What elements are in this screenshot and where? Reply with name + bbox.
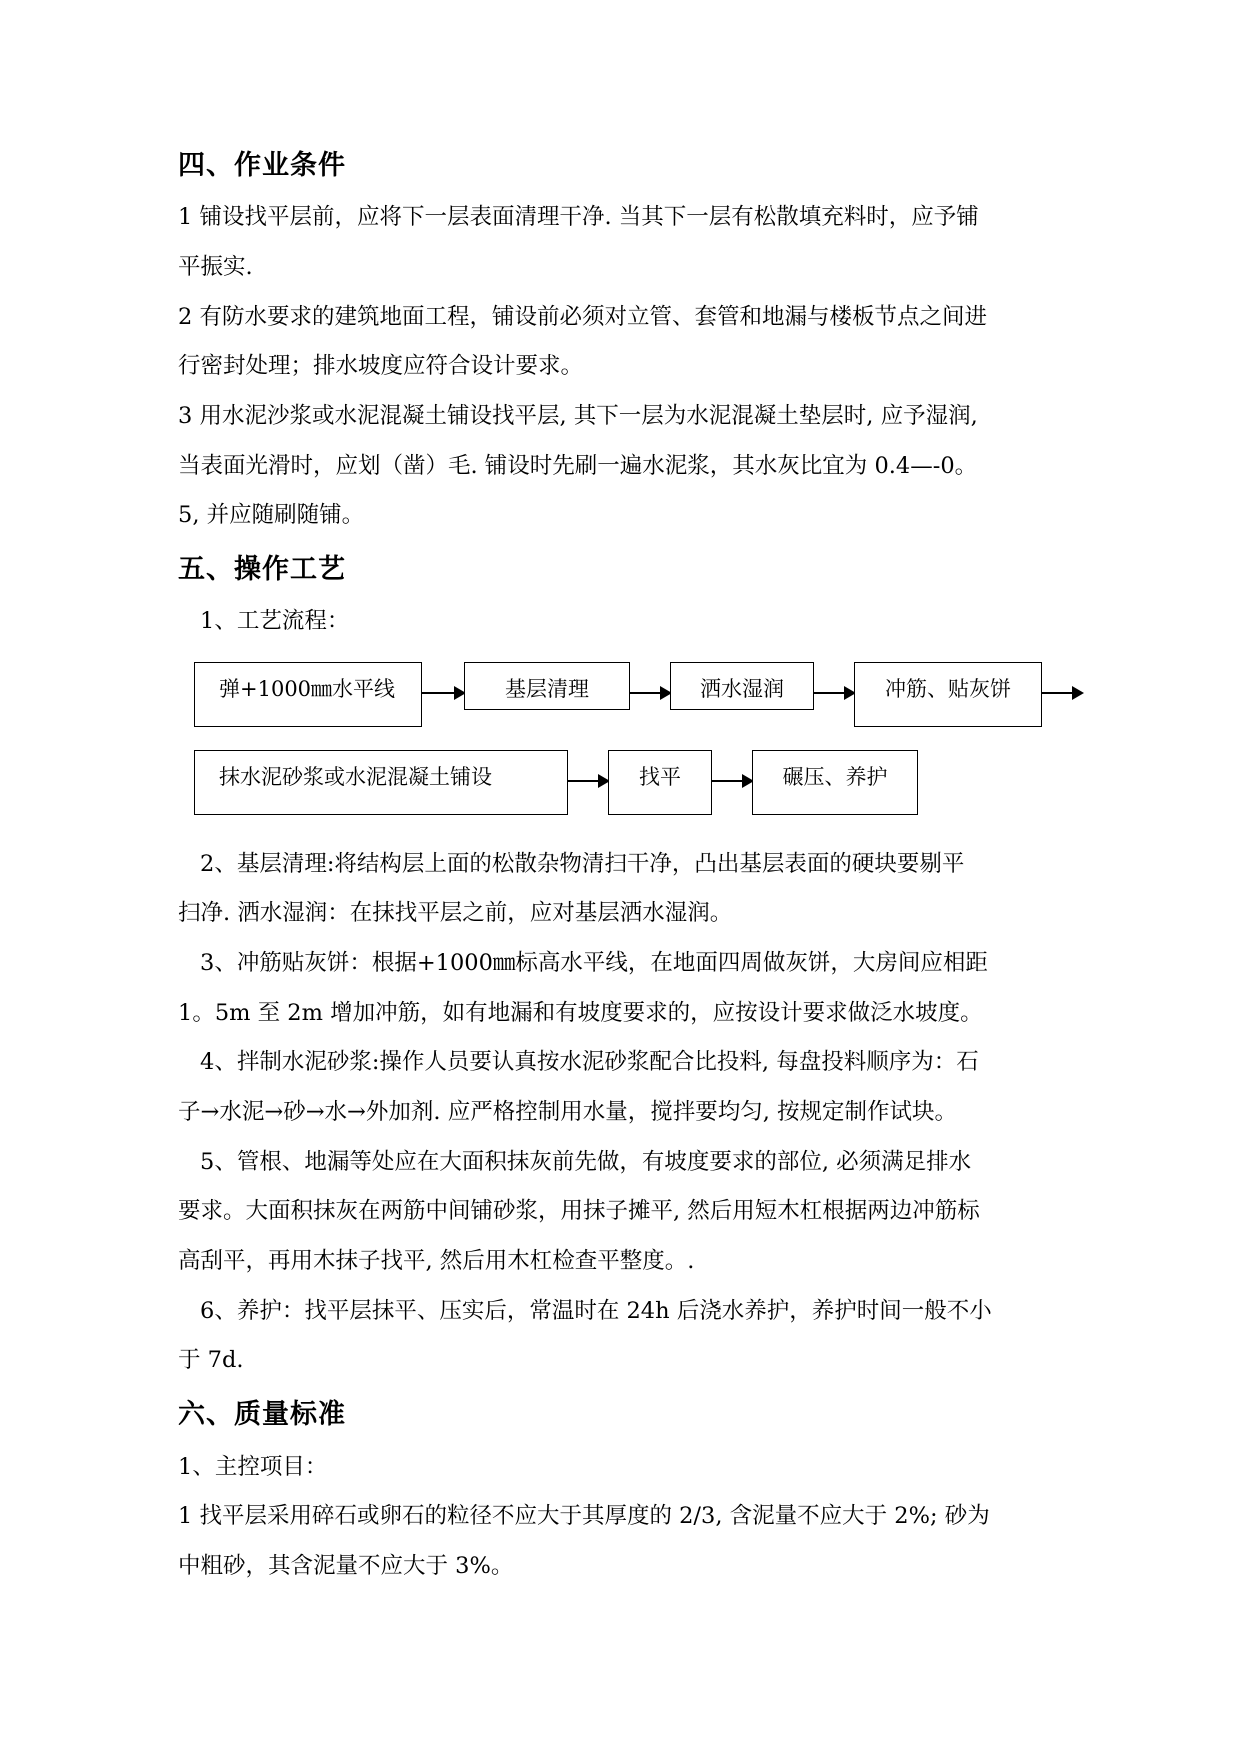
flow-step-7 [752,750,918,815]
paragraph-line: 于 7d. [178,1347,244,1373]
paragraph-line: 3、冲筋贴灰饼：根据+1000㎜标高水平线，在地面四周做灰饼，大房间应相距 [200,950,988,976]
paragraph-line: 3 用水泥沙浆或水泥混凝土铺设找平层, 其下一层为水泥混凝土垫层时, 应予湿润, [178,403,978,429]
section-6-heading: 六、质量标准 [178,1399,346,1430]
paragraph-line: 1 铺设找平层前，应将下一层表面清理干净. 当其下一层有松散填充料时，应予铺 [178,204,979,230]
paragraph-line: 当表面光滑时，应划（凿）毛. 铺设时先刷一遍水泥浆，其水灰比宜为 0.4—-0。 [178,453,978,479]
flow-step-1 [194,662,422,727]
section-5-heading: 五、操作工艺 [178,554,346,585]
paragraph-line: 高刮平，再用木抹子找平, 然后用木杠检查平整度。. [178,1248,695,1274]
flow-arrow [568,780,608,782]
flow-arrow [422,692,464,694]
flow-step-label: 洒水湿润 [700,677,784,701]
flow-arrow [1042,692,1082,694]
flow-step-label: 冲筋、贴灰饼 [885,677,1011,701]
paragraph-line: 1、主控项目： [178,1454,328,1480]
paragraph-line: 6、养护：找平层抹平、压实后，常温时在 24h 后浇水养护，养护时间一般不小 [200,1298,992,1324]
paragraph-line: 平振实. [178,254,253,280]
paragraph-line: 子→水泥→砂→水→外加剂. 应严格控制用水量，搅拌要均匀, 按规定制作试块。 [178,1099,958,1125]
flow-step-6 [608,750,712,815]
flow-step-label: 抹水泥砂浆或水泥混凝土铺设 [219,765,492,789]
section-4-heading: 四、作业条件 [178,150,346,181]
flow-arrow [814,692,854,694]
flow-step-label: 找平 [639,765,681,789]
flow-step-label: 碾压、养护 [782,765,888,789]
paragraph-line: 2、基层清理:将结构层上面的松散杂物清扫干净，凸出基层表面的硬块要剔平 [200,851,965,877]
flow-step-label: 基层清理 [505,677,589,701]
paragraph-line: 5、管根、地漏等处应在大面积抹灰前先做，有坡度要求的部位, 必须满足排水 [200,1149,972,1175]
flow-step-4 [854,662,1042,727]
paragraph-line: 中粗砂，其含泥量不应大于 3%。 [178,1553,514,1579]
paragraph-line: 5, 并应随刷随铺。 [178,502,365,528]
flow-step-label: 弹+1000㎜水平线 [219,677,396,701]
paragraph-line: 1 找平层采用碎石或卵石的粒径不应大于其厚度的 2/3, 含泥量不应大于 2%; 砂为 [178,1503,990,1529]
flow-step-2 [464,662,630,710]
flow-step-5 [194,750,568,815]
paragraph-line: 4、拌制水泥砂浆:操作人员要认真按水泥砂浆配合比投料, 每盘投料顺序为：石 [200,1049,979,1075]
flow-title: 1、工艺流程： [200,608,350,634]
paragraph-line: 扫净. 洒水湿润：在抹找平层之前，应对基层洒水湿润。 [178,900,733,926]
paragraph-line: 要求。大面积抹灰在两筋中间铺砂浆，用抹子摊平, 然后用短木杠根据两边冲筋标 [178,1198,980,1224]
paragraph-line: 行密封处理；排水坡度应符合设计要求。 [178,353,584,379]
flow-step-3 [670,662,814,710]
paragraph-line: 1。5m 至 2m 增加冲筋，如有地漏和有坡度要求的，应按设计要求做泛水坡度。 [178,1000,983,1026]
paragraph-line: 2 有防水要求的建筑地面工程，铺设前必须对立管、套管和地漏与楼板节点之间进 [178,304,987,330]
flow-arrow [712,780,752,782]
flow-arrow [630,692,670,694]
